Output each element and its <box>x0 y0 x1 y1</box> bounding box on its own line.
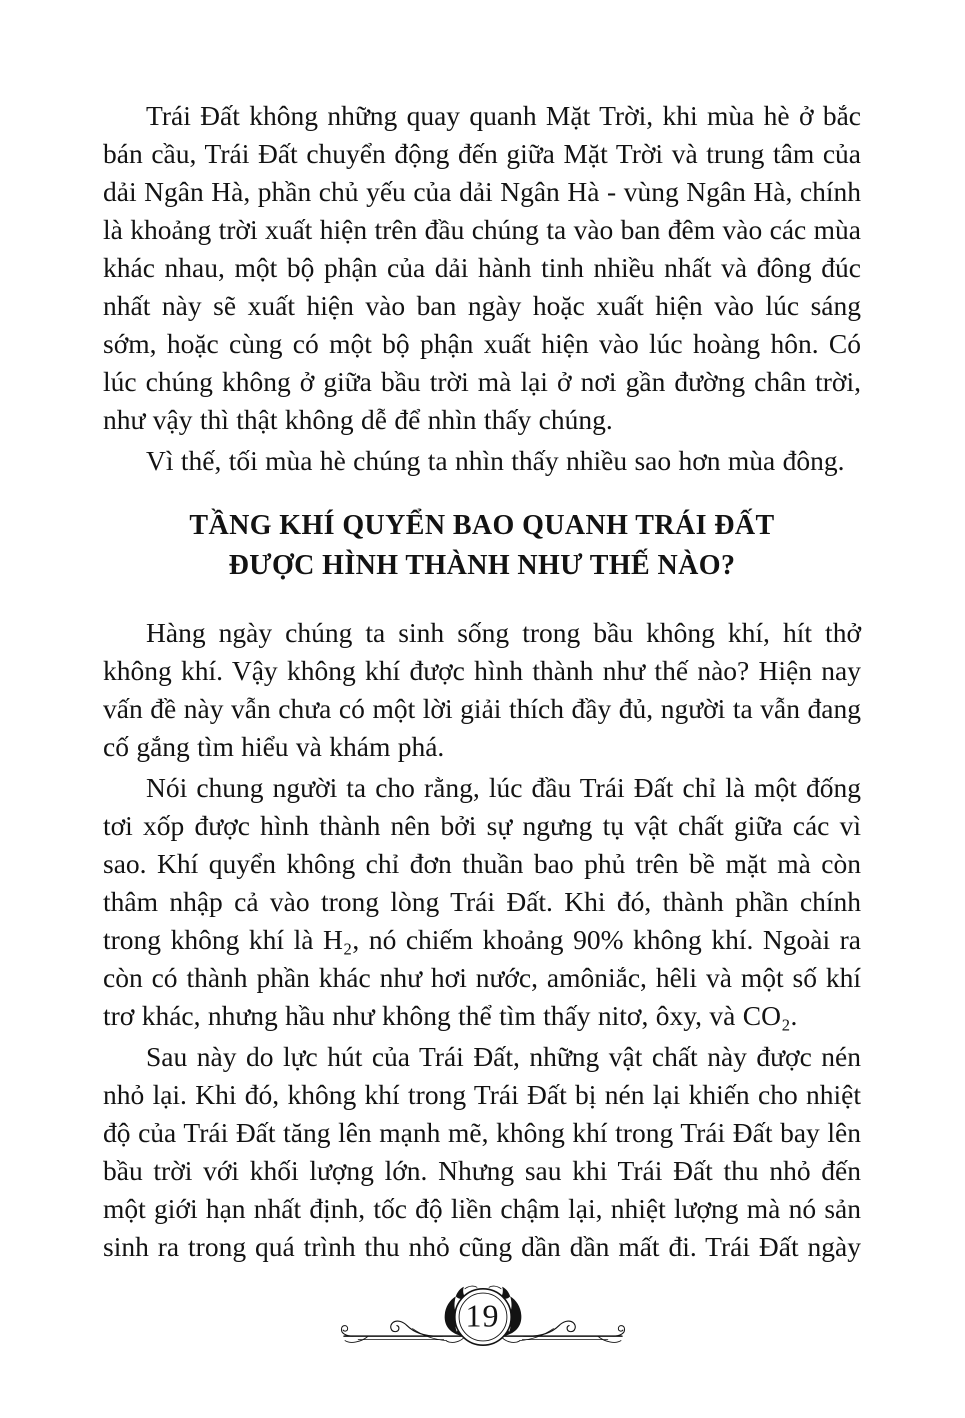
paragraph-intro-2: Vì thế, tối mùa hè chúng ta nhìn thấy nhiều sao hơn mùa đông. <box>146 445 845 476</box>
section-heading-line-2: ĐƯỢC HÌNH THÀNH NHƯ THẾ NÀO? <box>228 550 736 581</box>
paragraph-body-3: Sau này do lực hút của Trái Đất, những vật chất này được nén nhỏ lại. Khi đó, không khí trong Trái Đất bị nén lại khiến cho nhiệt độ của Trái Đất tăng lên mạnh mẽ, không khí trong Trái Đất bay lên bầu trời với khối lượng lớn. Nhưng sau khi Trái Đất thu nhỏ đến một giới hạn nhất định, tốc độ liền chậm lại, nhiệt lượng mà nó sản sinh ra trong quá trình thu nhỏ cũng dần dần mất đi. Trái Đất ngày <box>103 1041 861 1262</box>
page-footer <box>0 1281 965 1355</box>
paragraph-intro-1: Trái Đất không những quay quanh Mặt Trời, khi mùa hè ở bắc bán cầu, Trái Đất chuyển động đến giữa Mặt Trời và trung tâm của dải Ngân Hà, phần chủ yếu của dải Ngân Hà - vùng Ngân Hà, chính là khoảng trời xuất hiện trên đầu chúng ta vào ban đêm vào các mùa khác nhau, một bộ phận của dải hành tinh nhiều nhất và đông đúc nhất này sẽ xuất hiện vào ban ngày hoặc xuất hiện vào lúc sáng sớm, hoặc cùng có một bộ phận xuất hiện vào lúc hoàng hôn. Có lúc chúng không ở giữa bầu trời mà lại ở nơi gần đường chân trời, như vậy thì thật không dễ để nhìn thấy chúng. <box>103 100 861 435</box>
text-block <box>103 97 861 1269</box>
section-heading-line-1: TẦNG KHÍ QUYỂN BAO QUANH TRÁI ĐẤT <box>189 510 775 541</box>
paragraph-body-1: Hàng ngày chúng ta sinh sống trong bầu không khí, hít thở không khí. Vậy không khí được hình thành như thế nào? Hiện nay vấn đề này vẫn chưa có một lời giải thích đầy đủ, người ta vẫn đang cố gắng tìm hiểu và khám phá. <box>103 617 861 762</box>
section-heading <box>103 506 861 586</box>
page-number: 19 <box>465 1297 500 1334</box>
paragraph-body-2: Nói chung người ta cho rằng, lúc đầu Trái Đất chỉ là một đống tơi xốp được hình thành nên bởi sự ngưng tụ vật chất giữa các vì sao. Khí quyển không chỉ đơn thuần bao phủ trên bề mặt mà còn thâm nhập cả vào trong lòng Trái Đất. Khi đó, thành phần chính trong không khí là H₂, nó chiếm khoảng 90% không khí. Ngoài ra còn có thành phần khác như hơi nước, amôniắc, hêli và một số khí trơ khác, nhưng hầu như không thể tìm thấy nitơ, ôxy, và CO₂. <box>103 772 861 1031</box>
page-number-ornament <box>337 1281 629 1355</box>
